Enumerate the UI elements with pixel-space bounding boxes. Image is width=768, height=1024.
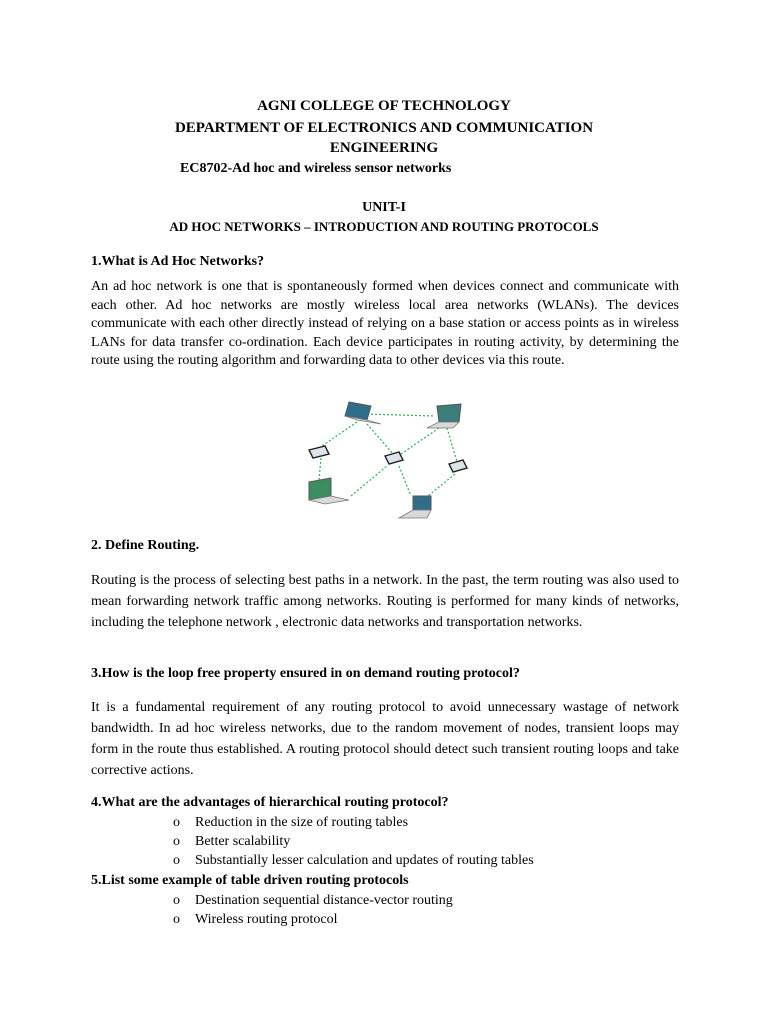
question-3-answer: It is a fundamental requirement of any routing protocol to avoid unnecessary wastage of network bandwidth. In ad hoc wireless networks, due to the random movement of nodes, transient loops may form in the route thus established. A routing protocol should detect such transient routing loops and take corrective actions. — [91, 700, 679, 778]
question-1-answer: An ad hoc network is one that is spontaneously formed when devices connect and communicate with each other. Ad hoc networks are mostly wireless local area networks (WLANs). The devices communicate with each other directly instead of relying on a base station or access points as in wireless LANs for data transfer co-ordination. Each device participates in routing activity, by determining the route using the routing algorithm and forwarding data to other devices via this route. — [91, 279, 679, 369]
phone-icon — [385, 452, 403, 464]
list-item: o Substantially lesser calculation and updates of routing tables — [173, 853, 534, 868]
bullet-marker: o — [173, 853, 180, 868]
question-1-title: 1.What is Ad Hoc Networks? — [91, 254, 265, 269]
phone-icon — [449, 460, 467, 472]
bullet-marker: o — [173, 893, 180, 908]
laptop-icon — [345, 402, 381, 424]
question-4-title: 4.What are the advantages of hierarchical routing protocol? — [91, 795, 449, 810]
laptop-icon — [399, 496, 431, 518]
list-item: o Wireless routing protocol — [173, 912, 338, 927]
college-name: AGNI COLLEGE OF TECHNOLOGY — [257, 98, 511, 114]
list-item: o Better scalability — [173, 834, 291, 849]
list-item: o Reduction in the size of routing tables — [173, 815, 409, 830]
bullet-marker: o — [173, 912, 180, 927]
question-2-title: 2. Define Routing. — [91, 538, 200, 553]
adhoc-network-diagram — [295, 392, 485, 532]
laptop-icon — [309, 478, 349, 504]
bullet-marker: o — [173, 834, 180, 849]
bullet-marker: o — [173, 815, 180, 830]
unit-title: AD HOC NETWORKS – INTRODUCTION AND ROUTING PROTOCOLS — [169, 219, 599, 234]
department-line-1: DEPARTMENT OF ELECTRONICS AND COMMUNICATION — [174, 120, 594, 136]
course-title: EC8702-Ad hoc and wireless sensor networks — [180, 161, 452, 176]
question-3-title: 3.How is the loop free property ensured in on demand routing protocol? — [91, 666, 520, 681]
unit-label: UNIT-I — [362, 200, 406, 215]
list-item: o Destination sequential distance-vector routing — [173, 893, 453, 908]
department-line-2: ENGINEERING — [329, 140, 439, 156]
phone-icon — [309, 446, 329, 458]
question-2-answer: Routing is the process of selecting best paths in a network. In the past, the term routing was also used to mean forwarding network traffic among networks. Routing is performed for many kinds of networks, including the telephone network , electronic data networks and transportation networks. — [91, 573, 679, 630]
question-5-title: 5.List some example of table driven routing protocols — [91, 873, 409, 888]
